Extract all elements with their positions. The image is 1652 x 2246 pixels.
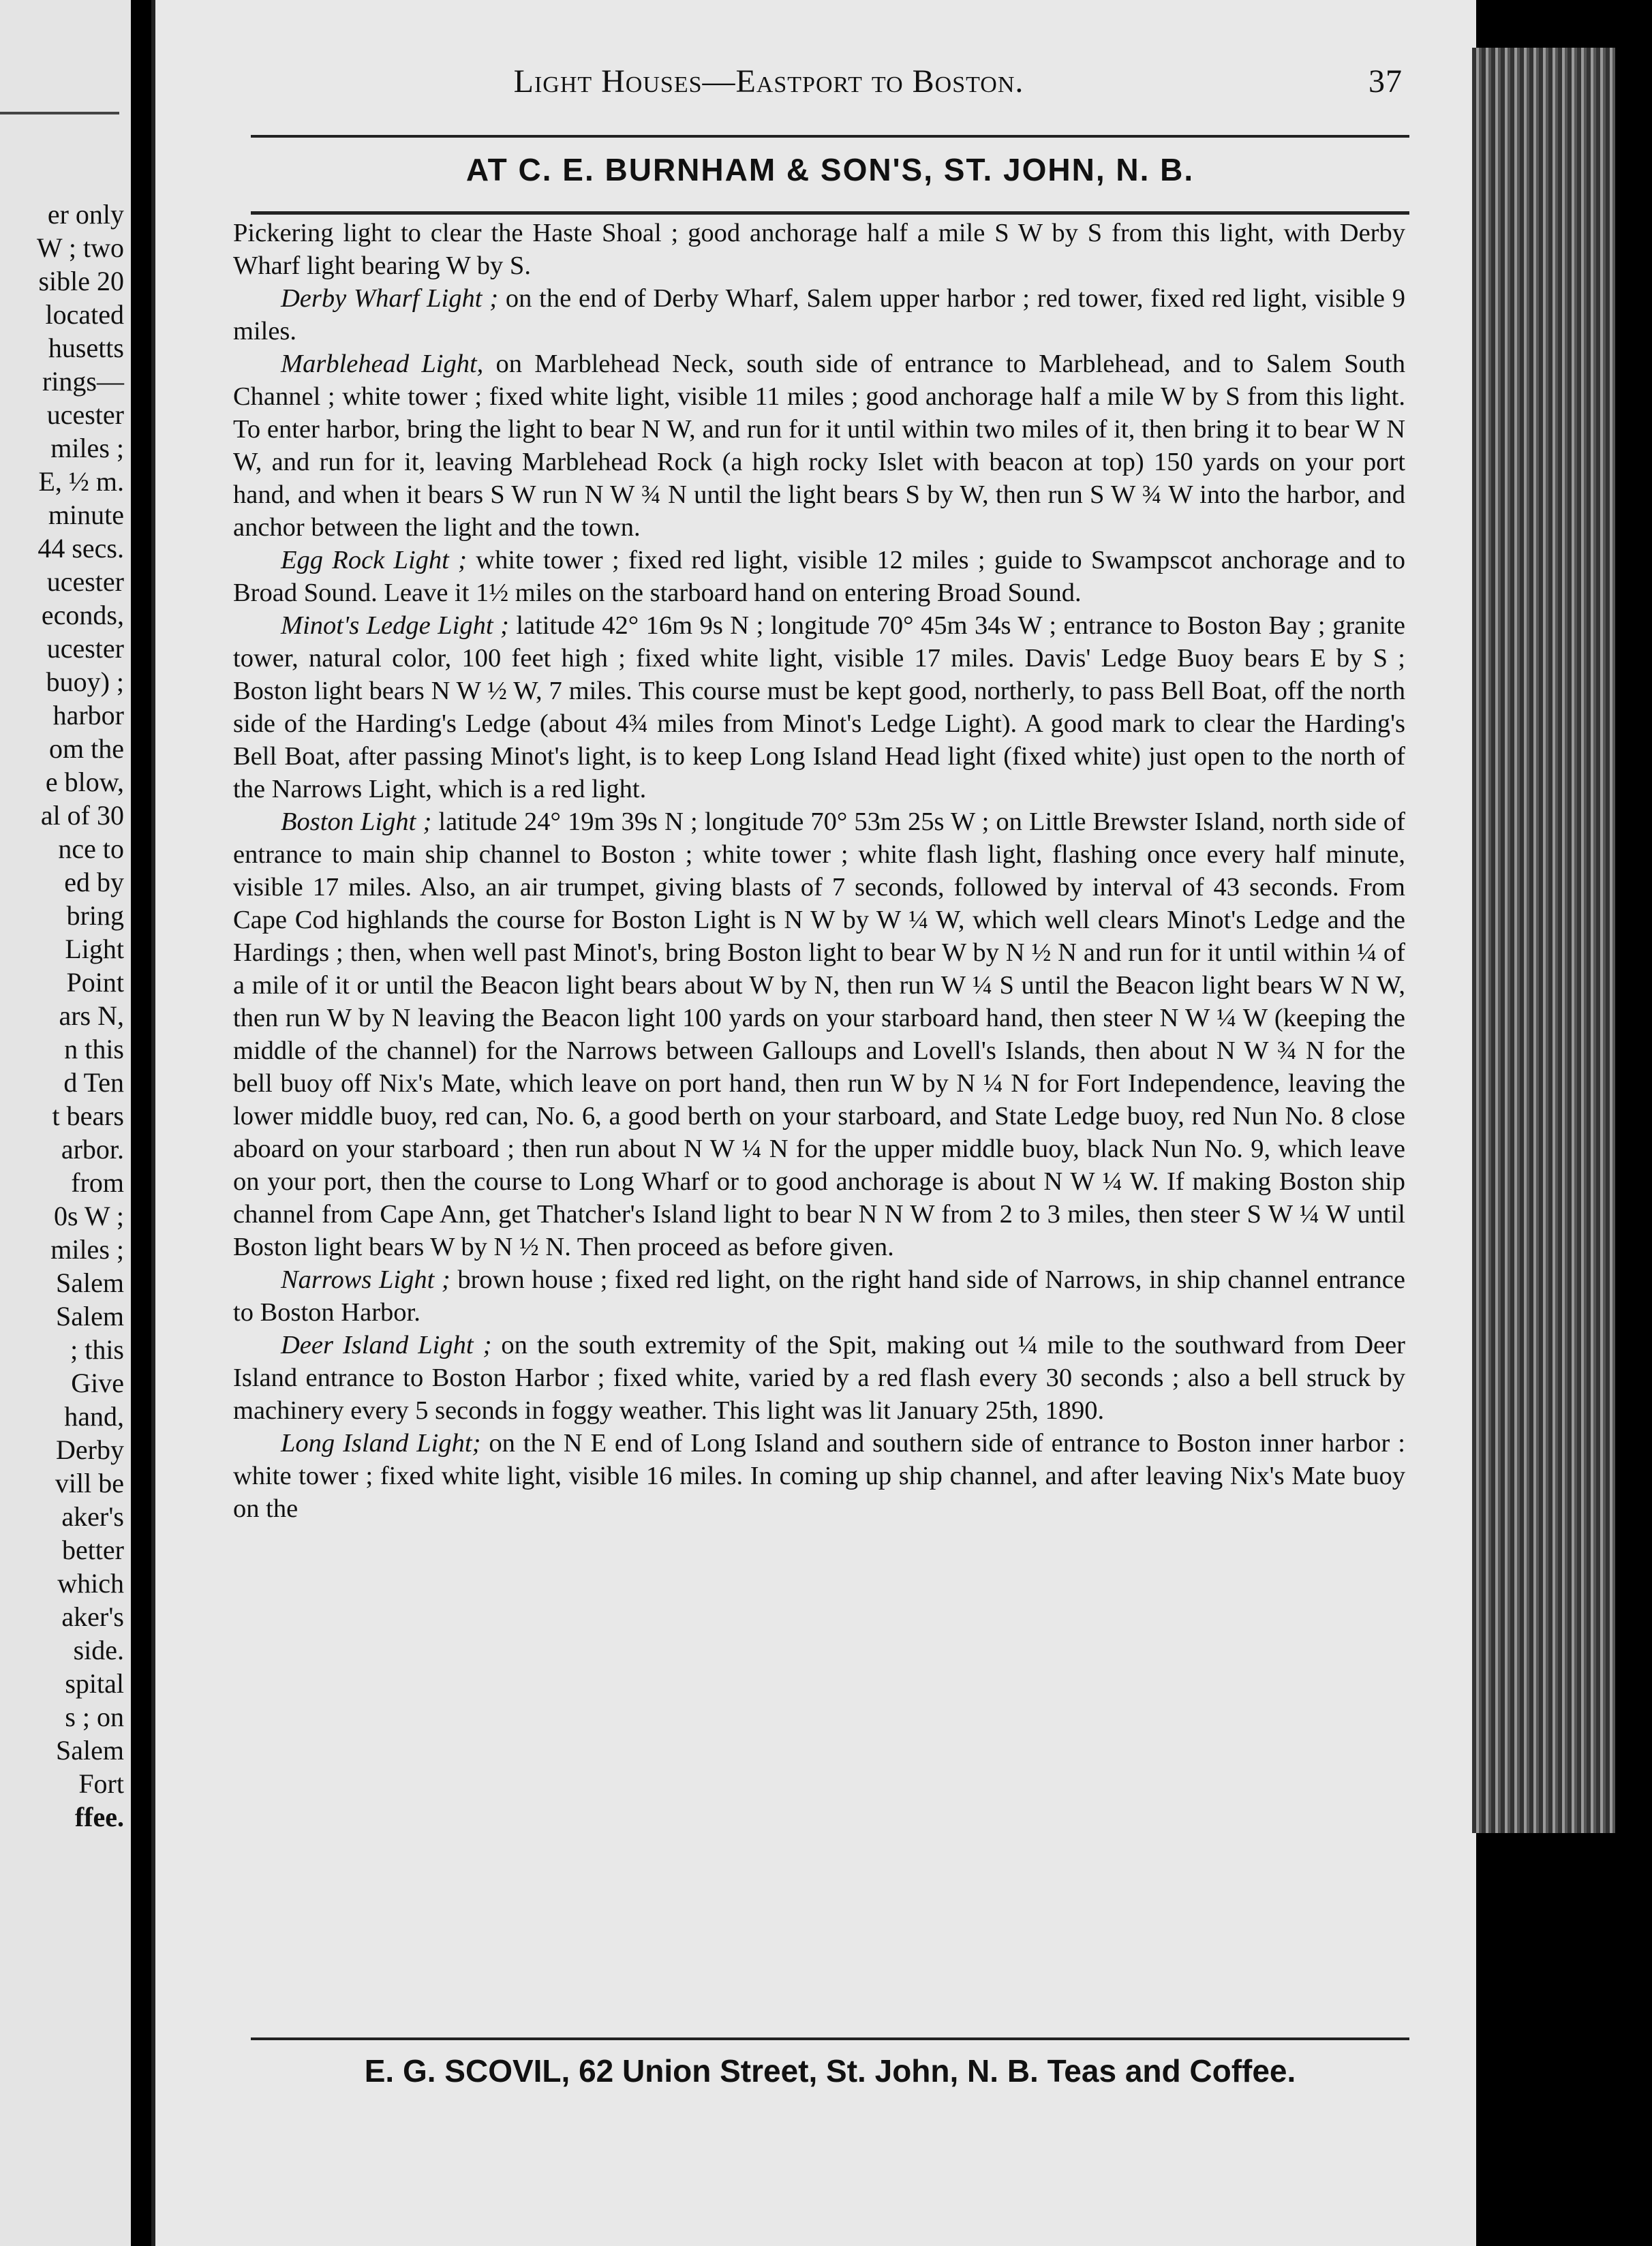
paragraph-text: Pickering light to clear the Haste Shoal ; good anchorage half a mile S W by S from this light, with Derby Wharf light bearing W by S. <box>233 219 1405 280</box>
facing-page-line: bring <box>66 900 124 931</box>
facing-page-line: nce to <box>58 833 124 864</box>
paragraph-text: white tower ; fixed red light, visible 12 miles ; guide to Swampscot anchorage and to Broad Sound. Leave it 1½ miles on the starboard hand on entering Broad Sound. <box>233 546 1405 607</box>
facing-page-line: vill be <box>55 1468 124 1498</box>
facing-page-line: om the <box>49 733 124 764</box>
facing-page-line: Salem <box>56 1267 124 1298</box>
facing-page-line: sible 20 <box>38 266 124 296</box>
book-page-edges <box>1472 48 1615 1833</box>
light-name: Boston Light ; <box>281 807 432 836</box>
light-name: Long Island Light; <box>281 1429 481 1458</box>
body-text <box>233 217 1405 1525</box>
paragraph <box>233 609 1405 805</box>
facing-page-line: buoy) ; <box>46 666 124 697</box>
facing-page-line: ucester <box>46 399 124 430</box>
paragraph-text: on the south extremity of the Spit, making out ¼ mile to the southward from Deer Island entrance to Boston Harbor ; fixed white, varied by a red flash every 30 seconds ; also a bell struck by machinery every 5 seconds in foggy weather. This light was lit January 25th, 1890. <box>233 1331 1405 1425</box>
facing-page-line: husetts <box>48 333 124 363</box>
paragraph-text: latitude 24° 19m 39s N ; longitude 70° 53m 25s W ; on Little Brewster Island, north side of entrance to main ship channel to Boston ; white tower ; white flash light, flashing once every half minute, visible 17 miles. Also, an air trumpet, giving blasts of 7 seconds, followed by interval of 43 seconds. From Cape Cod highlands the course for Boston Light is N W by W ¼ W, which well clears Minot's Ledge and the Hardings ; then, when well past Minot's, bring Boston light to bear W by N ½ N and run for it until within ¼ of a mile of it or until the Beacon light bears about W by N, then run W ¼ S until the Beacon light bears W N W, then run W by N leaving the Beacon light 100 yards on your starboard hand, then steer N W ¼ W (keeping the middle of the channel) for the Narrows between Galloups and Lovell's Islands, then about N W ¾ N for the bell buoy off Nix's Mate, which leave on port hand, then run W by N ¼ N for Fort Independence, leaving the lower middle buoy, red can, No. 6, a good berth on your starboard, and State Ledge buoy, red Nun No. 8 close aboard on your starboard ; then run about N W ¼ N for the upper middle buoy, black Nun No. 9, which leave on your port, then the course to Long Wharf or to good anchorage is about N W ¼ W. If making Boston ship channel from Cape Ann, get Thatcher's Island light to bear N N W from 2 to 3 miles, then steer S W ¼ W until Boston light bears W by N ½ N. Then proceed as before given. <box>233 807 1405 1261</box>
paragraph <box>233 217 1405 282</box>
advert-rule <box>251 211 1409 215</box>
facing-page-line: side. <box>73 1635 124 1665</box>
facing-page-line: Salem <box>56 1735 124 1766</box>
page-title: Light Houses—Eastport to Boston. <box>513 63 1024 99</box>
facing-page-line: W ; two <box>36 232 124 263</box>
light-name: Narrows Light ; <box>281 1265 450 1294</box>
facing-page-line: er only <box>47 199 124 230</box>
facing-page-line: 0s W ; <box>54 1201 124 1231</box>
facing-page-line: minute <box>48 499 124 530</box>
facing-page-line: rings— <box>42 366 124 397</box>
facing-page-line: n this <box>64 1034 124 1064</box>
facing-page-line: ucester <box>46 633 124 664</box>
bottom-advertisement: E. G. SCOVIL, 62 Union Street, St. John, N. B. Teas and Coffee. <box>364 2053 1296 2089</box>
facing-page-line: aker's <box>61 1601 124 1632</box>
page-number: 37 <box>1368 63 1403 99</box>
facing-page-line: better <box>61 1535 124 1565</box>
facing-page-line: ed by <box>64 867 124 897</box>
facing-page-line: spital <box>65 1668 124 1699</box>
facing-page-line: miles ; <box>50 433 124 463</box>
paragraph <box>233 805 1405 1263</box>
paragraph-text: brown house ; fixed red light, on the right hand side of Narrows, in ship channel entrance to Boston Harbor. <box>233 1265 1405 1327</box>
light-name: Marblehead Light, <box>281 350 484 378</box>
facing-page-line: ucester <box>46 566 124 597</box>
facing-page-line: from <box>71 1167 124 1198</box>
facing-page-line: harbor <box>52 700 124 730</box>
facing-page-line: ars N, <box>59 1000 124 1031</box>
paragraph-text: on Marblehead Neck, south side of entrance to Marblehead, and to Salem South Channel ; white tower ; fixed white light, visible 11 miles ; good anchorage half a mile W by S from this light. To enter harbor, bring the light to bear N W, and run for it until within two miles of it, then bring it to bear W N W, and run for it, leaving Marblehead Rock (a high rocky Islet with beacon at top) 150 yards on your port hand, and when it bears S W run N W ¾ N until the light bears S by W, then run S W ¾ W into the harbor, and anchor between the light and the town. <box>233 350 1405 542</box>
paragraph-text: latitude 42° 16m 9s N ; longitude 70° 45m 34s W ; entrance to Boston Bay ; granite tower, natural color, 100 feet high ; fixed white light, visible 17 miles. Davis' Ledge Buoy bears E by S ; Boston light bears N W ½ W, 7 miles. This course must be kept good, northerly, to pass Bell Boat, off the north side of the Harding's Ledge (about 4¾ miles from Minot's Ledge Light). A good mark to clear the Harding's Bell Boat, after passing Minot's light, is to keep Long Island Head light (fixed white) just open to the north of the Narrows Light, which is a red light. <box>233 611 1405 803</box>
facing-page-line: Give <box>71 1368 124 1398</box>
light-name: Egg Rock Light ; <box>281 546 467 574</box>
paragraph-text: on the N E end of Long Island and southern side of entrance to Boston inner harbor : white tower ; fixed white light, visible 16 miles. In coming up ship channel, and after leaving Nix's Mate buoy on the <box>233 1429 1405 1523</box>
facing-page-line: Fort <box>78 1768 124 1799</box>
facing-page-line: Point <box>66 967 124 998</box>
paragraph <box>233 544 1405 609</box>
paragraph <box>233 348 1405 544</box>
facing-page-line: located <box>45 299 124 330</box>
facing-page-lines <box>0 198 129 1834</box>
facing-page-line: aker's <box>61 1501 124 1532</box>
facing-page-line: E, ½ m. <box>38 466 124 497</box>
facing-page-line: ffee. <box>74 1802 124 1832</box>
footer-rule <box>251 2037 1409 2040</box>
facing-page-line: Derby <box>56 1434 124 1465</box>
facing-page-line: t bears <box>52 1101 124 1131</box>
paragraph <box>233 1263 1405 1329</box>
facing-page-line: ; this <box>70 1334 124 1365</box>
facing-page-rule <box>0 112 119 114</box>
facing-page-line: d Ten <box>63 1067 124 1098</box>
facing-page-line: e blow, <box>45 767 124 797</box>
paragraph <box>233 1427 1405 1525</box>
paragraph-text: on the end of Derby Wharf, Salem upper harbor ; red tower, fixed red light, visible 9 miles. <box>233 284 1405 345</box>
facing-page-line: hand, <box>64 1401 124 1432</box>
facing-page-fragment <box>0 0 131 2246</box>
top-advertisement: AT C. E. BURNHAM & SON'S, ST. JOHN, N. B. <box>465 152 1195 187</box>
facing-page-line: 44 secs. <box>37 533 124 564</box>
facing-page-line: arbor. <box>61 1134 124 1165</box>
paragraph <box>233 282 1405 348</box>
facing-page-line: al of 30 <box>40 800 124 831</box>
light-name: Derby Wharf Light ; <box>281 284 499 313</box>
facing-page-line: s ; on <box>65 1702 124 1732</box>
facing-page-line: Light <box>65 934 124 964</box>
facing-page-line: which <box>57 1568 124 1599</box>
header-rule <box>251 135 1409 138</box>
light-name: Deer Island Light ; <box>281 1331 492 1359</box>
facing-page-line: econds, <box>41 600 124 630</box>
paragraph <box>233 1329 1405 1427</box>
light-name: Minot's Ledge Light ; <box>281 611 509 640</box>
facing-page-line: Salem <box>56 1301 124 1332</box>
book-page <box>151 0 1476 2246</box>
facing-page-line: miles ; <box>50 1234 124 1265</box>
